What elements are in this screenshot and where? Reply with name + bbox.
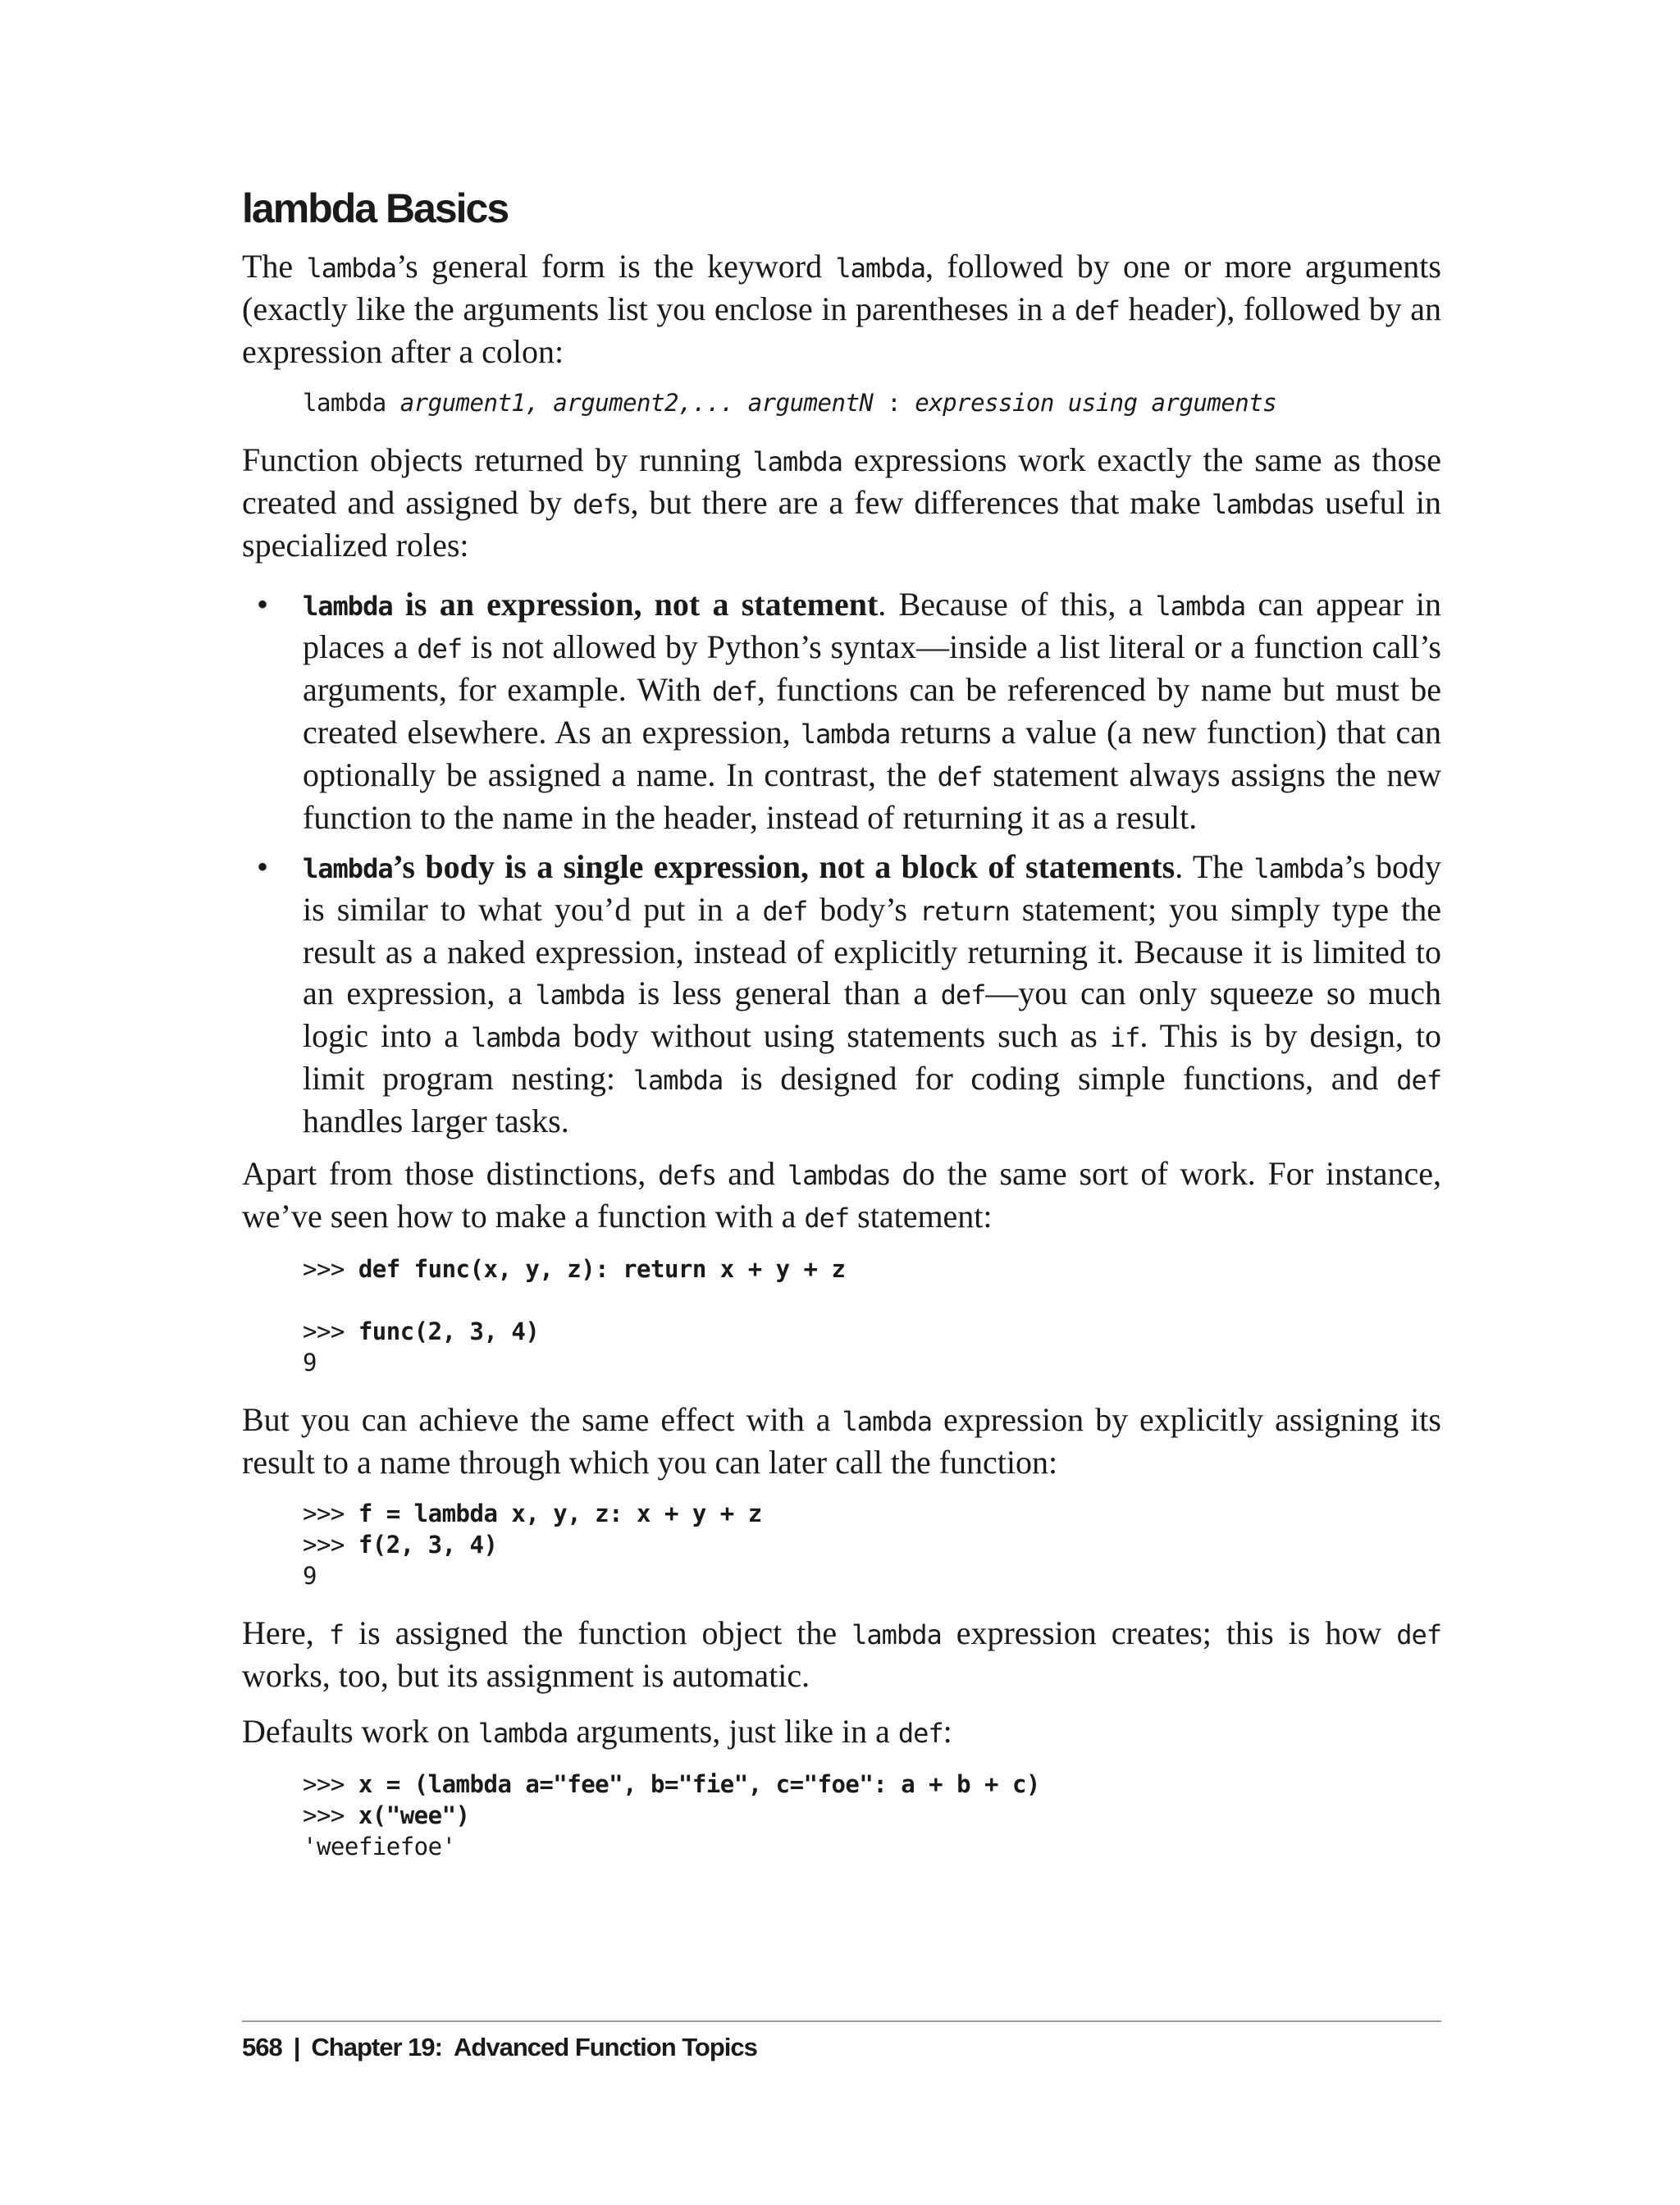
chapter-title: Chapter 19: Advanced Function Topics [311, 2033, 757, 2061]
inline-code: lambda [1253, 853, 1344, 884]
inline-code: def [658, 1160, 703, 1191]
inline-code: def [940, 979, 986, 1011]
inline-code: f [328, 1619, 344, 1650]
text-run: Here, [242, 1614, 329, 1651]
inline-code: def [417, 633, 463, 664]
inline-code: return [920, 896, 1010, 927]
inline-code: lambda [470, 1022, 561, 1053]
code-command: x("wee") [358, 1801, 470, 1829]
text-run: header), followed by an expression after a colon: [242, 290, 1442, 370]
page-number: 568 [242, 2033, 282, 2061]
text-run: is assigned the function object the [343, 1614, 852, 1651]
lambda-example-code-block [303, 1498, 1441, 1591]
inline-code: lambda [800, 719, 891, 750]
inline-code: def [1075, 295, 1120, 326]
text-run: . This is by design, to limit program nesting: [303, 1017, 1441, 1097]
bullet-icon: • [257, 848, 269, 885]
list-item-expression-not-statement [242, 584, 1441, 838]
code-output: 9 [303, 1562, 317, 1590]
text-run: : [943, 1713, 952, 1750]
code-command: def func(x, y, z): return x + y + z [358, 1255, 846, 1283]
text-run: —you can only squeeze so much logic into a [303, 975, 1442, 1054]
text-run: ’s body is similar to what you’d put in a [303, 848, 1441, 928]
code-line [303, 1253, 1441, 1285]
inline-code: def [804, 1203, 850, 1234]
inline-code: lambda [303, 853, 393, 884]
text-run: s and [702, 1155, 788, 1192]
code-prompt: >>> [303, 1500, 358, 1527]
inline-code: lambda [535, 979, 625, 1011]
text-run: s, but there are a few differences that make [617, 484, 1212, 521]
paragraph-here-f-assigned [242, 1613, 1441, 1696]
inline-code: lambda [303, 591, 393, 622]
inline-code: lambda [477, 1718, 568, 1749]
inline-code: def [1396, 1065, 1441, 1096]
text-run: arguments, just like in a [568, 1713, 898, 1750]
page-footer [242, 2033, 757, 2062]
differences-list [242, 584, 1441, 1142]
paragraph-apart-from-distinctions [242, 1153, 1441, 1239]
code-prompt: >>> [303, 1531, 358, 1559]
text-run: can appear in places a [303, 586, 1441, 665]
text-run: expressions work exactly the same as those created and assigned by [242, 441, 1441, 521]
syntax-code-block [303, 387, 1441, 418]
text-run: is not allowed by Python’s syntax—inside a list literal or a function call’s arguments, for example. With [303, 628, 1441, 708]
code-blank-line [303, 1285, 1441, 1316]
footer-divider [242, 2020, 1441, 2022]
code-output: 'weefiefoe' [303, 1833, 456, 1860]
code-command: f = lambda x, y, z: x + y + z [358, 1500, 762, 1527]
code-command: func(2, 3, 4) [358, 1317, 540, 1345]
inline-code: lambda [851, 1619, 942, 1650]
bullet-icon: • [257, 586, 269, 623]
text-run: But you can achieve the same effect with a [242, 1401, 842, 1438]
code-keyword: lambda [303, 389, 400, 417]
inline-code: def [1396, 1619, 1442, 1650]
text-run: s do the same sort of work. For instance, we’ve seen how to make a function with a [242, 1155, 1442, 1235]
code-command: f(2, 3, 4) [358, 1531, 498, 1559]
code-line [303, 1316, 1441, 1347]
inline-code: def [712, 676, 757, 707]
text-run: , followed by one or more arguments (exactly like the arguments list you enclose in parentheses in a [242, 248, 1441, 327]
text-run: statement always assigns the new function to the name in the header, instead of returning it as a result. [303, 756, 1441, 836]
inline-code: lambda [1155, 591, 1246, 622]
paragraph-lambda-general-form [242, 246, 1441, 372]
text-run: expression creates; this is how [941, 1614, 1397, 1651]
list-item-lead [303, 586, 878, 623]
def-example-code-block [303, 1253, 1441, 1378]
text-run: , functions can be referenced by name but must be created elsewhere. As an expression, [303, 671, 1441, 751]
code-prompt: >>> [303, 1255, 358, 1283]
inline-code: lambda [752, 446, 842, 477]
inline-code: lambda [842, 1406, 933, 1437]
text-run: is less general than a [624, 975, 941, 1011]
text-run: Defaults work on [242, 1713, 478, 1750]
text-run: expression by explicitly assigning its result to a name through which you can later call the function: [242, 1401, 1441, 1481]
text-run: . The [1175, 848, 1254, 885]
list-item-single-expression-body [242, 847, 1441, 1142]
text-run: ’s body is a single expression, not a block of statements [392, 848, 1176, 885]
paragraph-function-objects [242, 440, 1441, 566]
footer-separator: | [293, 2033, 300, 2061]
list-item-lead [303, 848, 1175, 885]
code-command: x = (lambda a="fee", b="fie", c="foe": a + b + c) [358, 1770, 1040, 1798]
inline-code: def [762, 896, 808, 927]
text-run: handles larger tasks. [303, 1102, 569, 1139]
code-line [303, 1769, 1441, 1800]
code-prompt: >>> [303, 1801, 358, 1829]
text-run: Apart from those distinctions, [242, 1155, 659, 1192]
inline-code: lambda [1211, 489, 1302, 520]
text-run: is designed for coding simple functions, and [723, 1060, 1397, 1097]
code-colon: : [873, 389, 915, 417]
defaults-example-code-block [303, 1769, 1441, 1862]
text-run: returns a value (a new function) that can optionally be assigned a name. In contrast, the [303, 714, 1441, 793]
text-run: statement; you simply type the result as a naked expression, instead of explicitly returning it. Because it is limited to an expression, a [303, 891, 1441, 1011]
inline-code: lambda [787, 1160, 878, 1191]
paragraph-defaults-work [242, 1711, 1441, 1754]
code-line [303, 1529, 1441, 1560]
inline-code: def [897, 1718, 943, 1749]
text-run: body’s [807, 891, 920, 928]
text-run: statement: [849, 1198, 993, 1235]
inline-code: lambda [306, 253, 397, 284]
text-run: body without using statements such as [560, 1017, 1110, 1054]
text-run: works, too, but its assignment is automatic. [242, 1657, 810, 1694]
inline-code: lambda [835, 253, 925, 284]
code-line [303, 1498, 1441, 1529]
inline-code: def [573, 489, 618, 520]
inline-code: lambda [632, 1065, 724, 1096]
code-line [303, 1800, 1441, 1831]
text-run: The [242, 248, 307, 285]
code-output: 9 [303, 1349, 317, 1376]
page-content [242, 182, 1441, 1883]
inline-code: if [1109, 1022, 1140, 1053]
code-prompt: >>> [303, 1770, 358, 1798]
text-run: is an expression, not a statement [392, 586, 879, 623]
text-run: Function objects returned by running [242, 441, 753, 478]
text-run: ’s general form is the keyword [396, 248, 836, 285]
code-prompt: >>> [303, 1317, 358, 1345]
section-title: lambda Basics [242, 185, 509, 231]
code-line [303, 387, 1441, 418]
code-expression: expression using arguments [915, 389, 1277, 417]
text-run: . Because of this, a [878, 586, 1156, 623]
paragraph-same-effect-lambda [242, 1399, 1441, 1483]
text-run: s useful in specialized roles: [242, 484, 1441, 564]
inline-code: def [937, 761, 983, 792]
code-arguments: argument1, argument2,... argumentN [399, 389, 874, 417]
